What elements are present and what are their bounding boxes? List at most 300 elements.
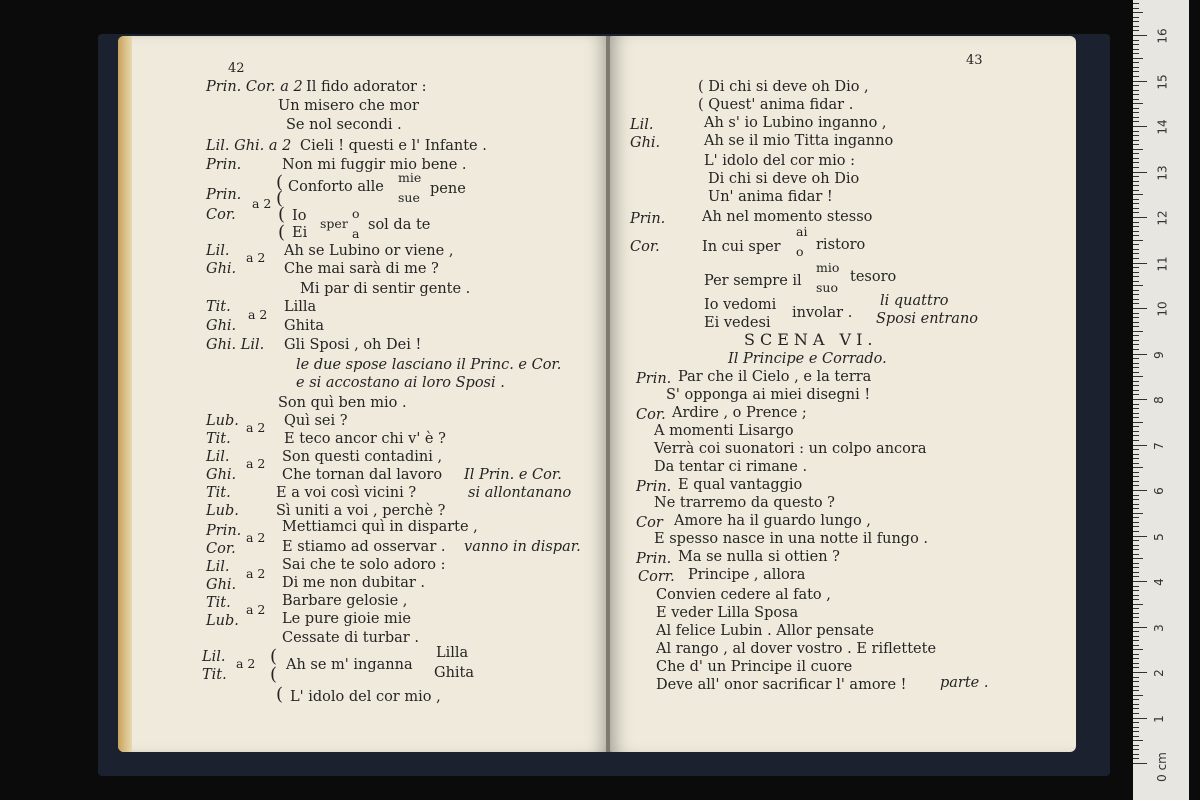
ruler-number: 16: [1155, 28, 1170, 44]
ruler-tick: [1133, 708, 1139, 709]
brace: (: [278, 204, 286, 225]
ruler-tick: [1133, 722, 1139, 723]
ruler-tick: [1133, 740, 1143, 741]
scene-characters: Il Principe e Corrado.: [728, 351, 887, 367]
ruler-tick: [1133, 504, 1139, 505]
ruler-tick: [1133, 490, 1147, 491]
speaker: Prin.: [630, 211, 666, 227]
ruler-tick: [1133, 71, 1139, 72]
ruler-tick: [1133, 513, 1143, 514]
speaker: Cor.: [630, 239, 660, 255]
ruler-tick: [1133, 435, 1139, 436]
ruler-tick: [1133, 613, 1139, 614]
speaker: Tit.: [206, 595, 231, 611]
ruler-tick: [1133, 558, 1143, 559]
ruler-tick: [1133, 695, 1143, 696]
ruler-tick: [1133, 103, 1143, 104]
ruler-tick: [1133, 62, 1139, 63]
speaker: Tit.: [206, 485, 231, 501]
scene-title: SCENA VI.: [744, 330, 878, 349]
speaker: Tit.: [206, 299, 231, 315]
verse-word: tesoro: [850, 269, 897, 285]
verse-word: Ghita: [284, 318, 325, 334]
ruler-tick: [1133, 554, 1139, 555]
ruler-tick: [1133, 117, 1139, 118]
verse-line: E spesso nasce in una notte il fungo .: [654, 531, 929, 547]
verse-word: sol da te: [368, 217, 431, 233]
verse-line: S' opponga ai miei disegni !: [666, 387, 871, 403]
ruler-tick: [1133, 749, 1139, 750]
verse-line: Da tentar ci rimane .: [654, 459, 808, 475]
ruler-tick: [1133, 240, 1143, 241]
ruler-tick: [1133, 522, 1139, 523]
speaker: Prin.: [636, 479, 672, 495]
ruler-tick: [1133, 12, 1143, 13]
ruler-tick: [1133, 727, 1139, 728]
ruler-tick: [1133, 176, 1139, 177]
ruler-tick: [1133, 126, 1147, 127]
ruler-tick: [1133, 17, 1139, 18]
ruler-tick: [1133, 58, 1143, 59]
variant-word: sue: [398, 190, 420, 205]
verse-line: Ne trarremo da questo ?: [654, 495, 835, 511]
stage-direction: le due spose lasciano il Princ. e Cor.: [296, 357, 562, 373]
verse-word: sper: [320, 216, 348, 231]
ruler-tick: [1133, 381, 1139, 382]
verse-line: Che mai sarà di me ?: [284, 261, 439, 277]
ruler-tick: [1133, 40, 1139, 41]
ruler-tick: [1133, 135, 1139, 136]
verse-line: Al felice Lubin . Allor pensate: [656, 623, 875, 639]
ruler-number: 2: [1151, 669, 1166, 677]
speaker: Prin.: [636, 371, 672, 387]
ruler-tick: [1133, 472, 1139, 473]
ruler-tick: [1133, 576, 1139, 577]
verse-line: Verrà coi suonatori : un colpo ancora: [654, 441, 927, 457]
ruler-tick: [1133, 431, 1139, 432]
ruler-tick: [1133, 162, 1139, 163]
ruler-tick: [1133, 194, 1143, 195]
ruler-tick: [1133, 372, 1139, 373]
speaker: Tit.: [202, 667, 227, 683]
verse-line: L' idolo del cor mio :: [704, 153, 855, 169]
ruler-tick: [1133, 499, 1139, 500]
speaker: Corr.: [638, 569, 675, 585]
ruler-tick: [1133, 445, 1147, 446]
verse-line: Par che il Cielo , e la terra: [678, 369, 872, 385]
ruler-tick: [1133, 294, 1139, 295]
ruler-tick: [1133, 572, 1139, 573]
ruler-number: 15: [1155, 73, 1170, 90]
stage-direction: parte .: [940, 675, 989, 691]
ruler-tick: [1133, 454, 1139, 455]
verse-line: Un' anima fidar !: [708, 189, 833, 205]
ruler-tick: [1133, 249, 1139, 250]
ruler-tick: [1133, 226, 1139, 227]
verse-line: Sì uniti a voi , perchè ?: [276, 503, 446, 519]
verse-line: Ah se m' inganna: [286, 657, 413, 673]
a2-marker: a 2: [246, 602, 266, 617]
ruler-tick: [1133, 376, 1143, 377]
ruler-tick: [1133, 417, 1139, 418]
ruler-tick: [1133, 408, 1139, 409]
ruler-tick: [1133, 272, 1139, 273]
ruler-tick: [1133, 476, 1139, 477]
ruler-tick: [1133, 367, 1139, 368]
a2-marker: a 2: [248, 307, 268, 322]
verse-line: Sai che te solo adoro :: [282, 557, 446, 573]
speaker: Lil.: [630, 117, 654, 133]
ruler-tick: [1133, 404, 1139, 405]
ruler-unit-label: 0 cm: [1154, 752, 1169, 782]
ruler-tick: [1133, 344, 1139, 345]
ruler-number: 5: [1151, 532, 1166, 541]
verse-line: A momenti Lisargo: [654, 423, 794, 439]
stage-direction: e si accostano ai loro Sposi .: [296, 375, 505, 391]
ruler-tick: [1133, 422, 1143, 423]
ruler-tick: [1133, 485, 1139, 486]
ruler-tick: [1133, 654, 1139, 655]
ruler-tick: [1133, 267, 1139, 268]
ruler-tick: [1133, 399, 1147, 400]
speaker: Lub.: [206, 413, 239, 429]
ruler-tick: [1133, 754, 1139, 755]
verse-line: Non mi fuggir mio bene .: [282, 157, 467, 173]
ruler-tick: [1133, 531, 1139, 532]
ruler-tick: [1133, 590, 1139, 591]
ruler-tick: [1133, 645, 1139, 646]
ruler-tick: [1133, 449, 1139, 450]
ruler-tick: [1133, 677, 1139, 678]
ruler-tick: [1133, 349, 1139, 350]
stage-direction: Il Prin. e Cor.: [464, 467, 562, 483]
ruler-tick: [1133, 322, 1139, 323]
ruler-tick: [1133, 8, 1139, 9]
variant-word: Lilla: [436, 645, 469, 661]
ruler-tick: [1133, 563, 1139, 564]
ruler-tick: [1133, 495, 1139, 496]
ruler-tick: [1133, 617, 1139, 618]
speaker: Lil.: [206, 449, 230, 465]
brace: (: [276, 684, 284, 705]
ruler-tick: [1133, 44, 1139, 45]
ruler-tick: [1133, 586, 1139, 587]
ruler-number: 4: [1151, 578, 1166, 586]
verse-line: Mi par di sentir gente .: [300, 281, 471, 297]
speaker: Ghi.: [206, 261, 237, 277]
verse-line: Di me non dubitar .: [282, 575, 425, 591]
ruler-tick: [1133, 745, 1139, 746]
speaker: Prin.: [206, 523, 242, 539]
speaker: Ghi.: [206, 577, 237, 593]
verse-word: Io: [292, 208, 307, 224]
speaker: Lil.: [206, 243, 230, 259]
verse-line: Ma se nulla si ottien ?: [678, 549, 840, 565]
ruler-tick: [1133, 308, 1147, 309]
ruler-tick: [1133, 53, 1139, 54]
ruler-tick: [1133, 3, 1139, 4]
verse-line: Mettiamci quì in disparte ,: [282, 519, 478, 535]
ruler-tick: [1133, 99, 1139, 100]
ruler-tick: [1133, 76, 1139, 77]
ruler-tick: [1133, 167, 1139, 168]
ruler-tick: [1133, 313, 1139, 314]
ruler-tick: [1133, 458, 1139, 459]
ruler-tick: [1133, 35, 1147, 36]
ruler-tick: [1133, 627, 1147, 628]
ruler-tick: [1133, 131, 1139, 132]
ruler-tick: [1133, 358, 1139, 359]
ruler-number: 12: [1155, 210, 1170, 226]
variant-word: mie: [398, 170, 422, 185]
left-page: [118, 36, 608, 752]
ruler-tick: [1133, 303, 1139, 304]
verse-word: Lilla: [284, 299, 317, 315]
ruler-tick: [1133, 281, 1139, 282]
ruler-tick: [1133, 581, 1147, 582]
stage-direction: Sposi entrano: [876, 311, 979, 327]
verse-line: Cessate di turbar .: [282, 630, 419, 646]
a2-marker: a 2: [246, 250, 266, 265]
ruler-tick: [1133, 253, 1139, 254]
speaker: Tit.: [206, 431, 231, 447]
ruler-tick: [1133, 667, 1139, 668]
ruler-tick: [1133, 181, 1139, 182]
ruler-tick: [1133, 190, 1139, 191]
verse-line: Di chi si deve oh Dio: [708, 171, 860, 187]
speaker: Ghi. Lil.: [206, 337, 265, 353]
ruler-tick: [1133, 121, 1139, 122]
ruler-tick: [1133, 608, 1139, 609]
ruler-tick: [1133, 317, 1139, 318]
ruler-tick: [1133, 758, 1139, 759]
verse-line: ( Quest' anima fidar .: [698, 97, 854, 113]
verse-line: Ah nel momento stesso: [702, 209, 873, 225]
page-number-right: 43: [966, 53, 983, 68]
ruler-tick: [1133, 385, 1139, 386]
speaker: Lub.: [206, 503, 239, 519]
verse-line: Al rango , al dover vostro . E riflettete: [656, 641, 937, 657]
verse-line: Deve all' onor sacrificar l' amore !: [656, 677, 907, 693]
speaker: Cor: [636, 515, 663, 531]
ruler-number: 14: [1155, 119, 1170, 135]
ruler-tick: [1133, 285, 1143, 286]
ruler-tick: [1133, 108, 1139, 109]
ruler-tick: [1133, 158, 1139, 159]
verse-line: Un misero che mor: [278, 98, 419, 114]
ruler-number: 9: [1151, 350, 1166, 359]
brace: (: [278, 222, 286, 243]
a2-marker: a 2: [246, 530, 266, 545]
variant-word: suo: [816, 280, 838, 295]
ruler-tick: [1133, 363, 1139, 364]
ruler-tick: [1133, 231, 1139, 232]
variant-word: mio: [816, 260, 840, 275]
brace: (: [270, 664, 278, 685]
ruler-tick: [1133, 390, 1139, 391]
verse-word: Ei vedesi: [704, 315, 771, 331]
verse-word: Per sempre il: [704, 273, 802, 289]
verse-line: Convien cedere al fato ,: [656, 587, 831, 603]
brace: (: [276, 172, 284, 193]
ruler-tick: [1133, 540, 1139, 541]
ruler-tick: [1133, 49, 1139, 50]
measuring-ruler: [1133, 0, 1189, 800]
ruler-tick: [1133, 658, 1139, 659]
variant-letter: o: [796, 244, 804, 259]
ruler-number: 13: [1155, 164, 1170, 181]
verse-line: Amore ha il guardo lungo ,: [674, 513, 871, 529]
ruler-tick: [1133, 536, 1147, 537]
ruler-tick: [1133, 276, 1139, 277]
speaker: Ghi.: [206, 467, 237, 483]
speaker: Ghi.: [206, 318, 237, 334]
ruler-tick: [1133, 731, 1139, 732]
ruler-tick: [1133, 235, 1139, 236]
ruler-tick: [1133, 185, 1139, 186]
ruler-tick: [1133, 67, 1139, 68]
speaker: Prin.: [206, 187, 242, 203]
ruler-tick: [1133, 90, 1139, 91]
ruler-tick: [1133, 199, 1139, 200]
verse-line: Principe , allora: [688, 567, 806, 583]
a2-marker: a 2: [236, 656, 256, 671]
variant-letter: o: [352, 206, 360, 221]
ruler-tick: [1133, 763, 1147, 764]
verse-word: involar .: [792, 305, 853, 321]
ruler-tick: [1133, 672, 1147, 673]
ruler-tick: [1133, 649, 1143, 650]
ruler-tick: [1133, 567, 1139, 568]
a2-marker: a 2: [246, 456, 266, 471]
verse-line: Conforto alle: [288, 179, 384, 195]
ruler-tick: [1133, 549, 1139, 550]
ruler-tick: [1133, 681, 1139, 682]
verse-line: Che tornan dal lavoro: [282, 467, 443, 483]
ruler-tick: [1133, 85, 1139, 86]
ruler-tick: [1133, 244, 1139, 245]
speaker: Lil. Ghi. a 2: [206, 138, 292, 154]
page-number-left: 42: [228, 61, 245, 76]
a2-marker: a 2: [252, 196, 272, 211]
verse-line: Le pure gioie mie: [282, 611, 412, 627]
ruler-tick: [1133, 640, 1139, 641]
verse-word: pene: [430, 181, 466, 197]
ruler-tick: [1133, 81, 1147, 82]
verse-line: Barbare gelosie ,: [282, 593, 408, 609]
verse-word: Ei: [292, 225, 308, 241]
ruler-tick: [1133, 208, 1139, 209]
ruler-tick: [1133, 299, 1139, 300]
verse-line: Ah s' io Lubino inganno ,: [704, 115, 887, 131]
ruler-tick: [1133, 258, 1139, 259]
ruler-tick: [1133, 394, 1139, 395]
ruler-tick: [1133, 149, 1143, 150]
ruler-tick: [1133, 713, 1139, 714]
verse-line: Se nol secondi .: [286, 117, 402, 133]
ruler-tick: [1133, 153, 1139, 154]
ruler-number: 6: [1151, 487, 1166, 495]
stage-direction: vanno in dispar.: [464, 539, 581, 555]
ruler-tick: [1133, 699, 1139, 700]
speaker: Lil.: [206, 559, 230, 575]
ruler-tick: [1133, 203, 1139, 204]
ruler-tick: [1133, 545, 1139, 546]
ruler-tick: [1133, 599, 1139, 600]
ruler-tick: [1133, 595, 1139, 596]
ruler-tick: [1133, 144, 1139, 145]
ruler-tick: [1133, 517, 1139, 518]
variant-word: ai: [796, 224, 808, 239]
verse-word: In cui sper: [702, 239, 781, 255]
ruler-number: 3: [1151, 623, 1166, 632]
verse-line: E veder Lilla Sposa: [656, 605, 799, 621]
ruler-tick: [1133, 636, 1139, 637]
variant-word: Ghita: [434, 665, 475, 681]
ruler-tick: [1133, 172, 1147, 173]
ruler-tick: [1133, 481, 1139, 482]
page-edge: [118, 36, 132, 752]
verse-line: Quì sei ?: [284, 413, 348, 429]
ruler-number: 10: [1155, 301, 1170, 317]
verse-line: E a voi così vicini ?: [276, 485, 417, 501]
speaker: Lil.: [202, 649, 226, 665]
ruler-tick: [1133, 463, 1139, 464]
verse-line: Il fido adorator :: [306, 79, 427, 95]
verse-line: Ardire , o Prence ;: [672, 405, 807, 421]
ruler-tick: [1133, 112, 1139, 113]
ruler-tick: [1133, 331, 1143, 332]
verse-line: Son quì ben mio .: [278, 395, 407, 411]
ruler-tick: [1133, 263, 1147, 264]
ruler-tick: [1133, 94, 1139, 95]
ruler-tick: [1133, 690, 1139, 691]
a2-marker: a 2: [246, 566, 266, 581]
ruler-tick: [1133, 631, 1139, 632]
brace: (: [270, 646, 278, 667]
speaker: Prin.: [636, 551, 672, 567]
brace: (: [276, 188, 284, 209]
ruler-tick: [1133, 686, 1139, 687]
ruler-tick: [1133, 526, 1139, 527]
ruler-tick: [1133, 736, 1139, 737]
ruler-tick: [1133, 354, 1147, 355]
verse-line: Cieli ! questi e l' Infante .: [300, 138, 487, 154]
ruler-tick: [1133, 604, 1143, 605]
speaker: Prin.: [206, 157, 242, 173]
verse-word: Io vedomi: [704, 297, 777, 313]
verse-word: ristoro: [816, 237, 866, 253]
speaker: Lub.: [206, 613, 239, 629]
speaker: Cor.: [636, 407, 666, 423]
ruler-tick: [1133, 326, 1139, 327]
ruler-tick: [1133, 413, 1139, 414]
ruler-tick: [1133, 508, 1139, 509]
speaker: Cor.: [206, 207, 236, 223]
ruler-tick: [1133, 704, 1139, 705]
ruler-tick: [1133, 26, 1139, 27]
verse-line: E stiamo ad osservar .: [282, 539, 446, 555]
variant-letter: a: [352, 226, 360, 241]
verse-line: E teco ancor chi v' è ?: [284, 431, 446, 447]
verse-line: Che d' un Principe il cuore: [656, 659, 853, 675]
verse-line: Gli Sposi , oh Dei !: [284, 337, 422, 353]
ruler-tick: [1133, 718, 1147, 719]
verse-line: L' idolo del cor mio ,: [290, 689, 441, 705]
verse-line: ( Di chi si deve oh Dio ,: [698, 79, 869, 95]
ruler-tick: [1133, 30, 1139, 31]
stage-direction: li quattro: [880, 293, 949, 309]
